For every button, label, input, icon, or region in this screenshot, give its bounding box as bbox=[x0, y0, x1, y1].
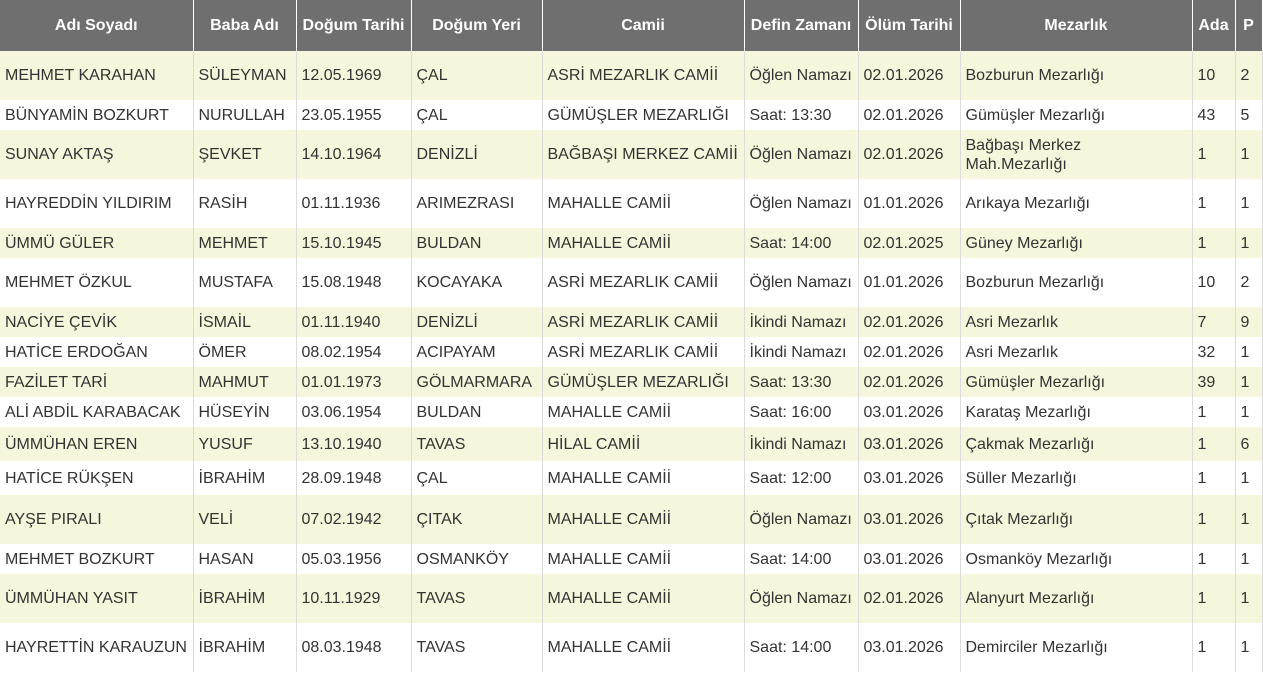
cell-parsel: 2 bbox=[1235, 258, 1262, 307]
cell-name: AYŞE PIRALI bbox=[0, 495, 193, 544]
column-header-ada: Ada bbox=[1192, 0, 1235, 51]
cell-burial-time: İkindi Namazı bbox=[744, 337, 858, 367]
column-header-parsel: P bbox=[1235, 0, 1262, 51]
cell-cemetery: Karataş Mezarlığı bbox=[960, 397, 1192, 427]
cell-ada: 1 bbox=[1192, 179, 1235, 228]
cell-name: MEHMET ÖZKUL bbox=[0, 258, 193, 307]
cell-mosque: MAHALLE CAMİİ bbox=[542, 623, 744, 672]
table-row bbox=[0, 100, 1262, 130]
table-row bbox=[0, 427, 1262, 461]
cell-ada: 1 bbox=[1192, 574, 1235, 623]
cell-name: ÜMMÜHAN YASIT bbox=[0, 574, 193, 623]
cell-mosque: MAHALLE CAMİİ bbox=[542, 574, 744, 623]
cell-name: MEHMET BOZKURT bbox=[0, 544, 193, 574]
cell-birth-date: 07.02.1942 bbox=[296, 495, 411, 544]
cell-father: SÜLEYMAN bbox=[193, 51, 296, 100]
cell-birth-date: 03.06.1954 bbox=[296, 397, 411, 427]
cell-birth-place: DENİZLİ bbox=[411, 130, 542, 179]
cell-father: HASAN bbox=[193, 544, 296, 574]
cell-burial-time: Saat: 12:00 bbox=[744, 461, 858, 495]
cell-burial-time: Saat: 14:00 bbox=[744, 544, 858, 574]
cell-father: ŞEVKET bbox=[193, 130, 296, 179]
cell-burial-time: Saat: 14:00 bbox=[744, 623, 858, 672]
cell-parsel: 1 bbox=[1235, 337, 1262, 367]
cell-birth-date: 28.09.1948 bbox=[296, 461, 411, 495]
cell-death-date: 03.01.2026 bbox=[858, 544, 960, 574]
cell-burial-time: Öğlen Namazı bbox=[744, 179, 858, 228]
cell-cemetery: Güney Mezarlığı bbox=[960, 228, 1192, 258]
cell-ada: 1 bbox=[1192, 130, 1235, 179]
column-header-death-date: Ölüm Tarihi bbox=[858, 0, 960, 51]
cell-death-date: 02.01.2026 bbox=[858, 130, 960, 179]
cell-birth-place: BULDAN bbox=[411, 228, 542, 258]
cell-birth-place: ÇAL bbox=[411, 51, 542, 100]
table-row bbox=[0, 367, 1262, 397]
cell-cemetery: Demirciler Mezarlığı bbox=[960, 623, 1192, 672]
cell-father: MAHMUT bbox=[193, 367, 296, 397]
cell-name: ÜMMÜHAN EREN bbox=[0, 427, 193, 461]
cell-birth-place: BULDAN bbox=[411, 397, 542, 427]
cell-birth-date: 01.11.1940 bbox=[296, 307, 411, 337]
column-header-burial-time: Defin Zamanı bbox=[744, 0, 858, 51]
cell-ada: 1 bbox=[1192, 461, 1235, 495]
cell-birth-place: TAVAS bbox=[411, 427, 542, 461]
cell-birth-place: OSMANKÖY bbox=[411, 544, 542, 574]
cell-father: ÖMER bbox=[193, 337, 296, 367]
cell-death-date: 02.01.2026 bbox=[858, 51, 960, 100]
cell-mosque: MAHALLE CAMİİ bbox=[542, 397, 744, 427]
cell-mosque: MAHALLE CAMİİ bbox=[542, 179, 744, 228]
cell-name: ÜMMÜ GÜLER bbox=[0, 228, 193, 258]
table-row bbox=[0, 228, 1262, 258]
table-row bbox=[0, 179, 1262, 228]
cell-mosque: MAHALLE CAMİİ bbox=[542, 228, 744, 258]
cell-burial-time: Saat: 16:00 bbox=[744, 397, 858, 427]
cell-father: İSMAİL bbox=[193, 307, 296, 337]
cell-name: HAYREDDİN YILDIRIM bbox=[0, 179, 193, 228]
table-row bbox=[0, 495, 1262, 544]
cell-father: RASİH bbox=[193, 179, 296, 228]
cell-death-date: 03.01.2026 bbox=[858, 495, 960, 544]
cell-parsel: 2 bbox=[1235, 51, 1262, 100]
cell-cemetery: Gümüşler Mezarlığı bbox=[960, 367, 1192, 397]
cell-cemetery: Alanyurt Mezarlığı bbox=[960, 574, 1192, 623]
table-row bbox=[0, 337, 1262, 367]
cell-name: ALİ ABDİL KARABACAK bbox=[0, 397, 193, 427]
column-header-father: Baba Adı bbox=[193, 0, 296, 51]
cell-parsel: 1 bbox=[1235, 179, 1262, 228]
cell-burial-time: Öğlen Namazı bbox=[744, 258, 858, 307]
cell-burial-time: Öğlen Namazı bbox=[744, 574, 858, 623]
cell-birth-place: GÖLMARMARA bbox=[411, 367, 542, 397]
cell-birth-date: 15.08.1948 bbox=[296, 258, 411, 307]
cell-ada: 1 bbox=[1192, 228, 1235, 258]
cell-cemetery: Gümüşler Mezarlığı bbox=[960, 100, 1192, 130]
cell-birth-date: 14.10.1964 bbox=[296, 130, 411, 179]
cell-parsel: 1 bbox=[1235, 623, 1262, 672]
cell-death-date: 02.01.2025 bbox=[858, 228, 960, 258]
cell-name: NACİYE ÇEVİK bbox=[0, 307, 193, 337]
cell-father: NURULLAH bbox=[193, 100, 296, 130]
cell-father: İBRAHİM bbox=[193, 574, 296, 623]
cell-death-date: 03.01.2026 bbox=[858, 461, 960, 495]
cell-death-date: 03.01.2026 bbox=[858, 427, 960, 461]
cell-cemetery: Bozburun Mezarlığı bbox=[960, 51, 1192, 100]
cell-father: İBRAHİM bbox=[193, 461, 296, 495]
column-header-name: Adı Soyadı bbox=[0, 0, 193, 51]
cell-burial-time: Öğlen Namazı bbox=[744, 130, 858, 179]
cell-birth-date: 08.02.1954 bbox=[296, 337, 411, 367]
cell-birth-place: KOCAYAKA bbox=[411, 258, 542, 307]
cell-death-date: 02.01.2026 bbox=[858, 367, 960, 397]
cell-birth-date: 08.03.1948 bbox=[296, 623, 411, 672]
cell-cemetery: Çakmak Mezarlığı bbox=[960, 427, 1192, 461]
cell-burial-time: Öğlen Namazı bbox=[744, 51, 858, 100]
table-row bbox=[0, 307, 1262, 337]
cell-birth-date: 05.03.1956 bbox=[296, 544, 411, 574]
cell-ada: 10 bbox=[1192, 258, 1235, 307]
cell-mosque: GÜMÜŞLER MEZARLIĞI bbox=[542, 367, 744, 397]
cell-name: HAYRETTİN KARAUZUN bbox=[0, 623, 193, 672]
table-row bbox=[0, 397, 1262, 427]
cell-father: YUSUF bbox=[193, 427, 296, 461]
cell-parsel: 6 bbox=[1235, 427, 1262, 461]
cell-birth-place: DENİZLİ bbox=[411, 307, 542, 337]
table-body bbox=[0, 51, 1262, 672]
cell-birth-date: 01.01.1973 bbox=[296, 367, 411, 397]
cell-cemetery: Bozburun Mezarlığı bbox=[960, 258, 1192, 307]
cell-death-date: 02.01.2026 bbox=[858, 574, 960, 623]
cell-mosque: BAĞBAŞI MERKEZ CAMİİ bbox=[542, 130, 744, 179]
cell-birth-date: 12.05.1969 bbox=[296, 51, 411, 100]
table-row bbox=[0, 130, 1262, 179]
cell-name: BÜNYAMİN BOZKURT bbox=[0, 100, 193, 130]
cell-ada: 1 bbox=[1192, 495, 1235, 544]
table-row bbox=[0, 544, 1262, 574]
cell-name: MEHMET KARAHAN bbox=[0, 51, 193, 100]
cell-parsel: 1 bbox=[1235, 397, 1262, 427]
cell-death-date: 02.01.2026 bbox=[858, 100, 960, 130]
cell-mosque: MAHALLE CAMİİ bbox=[542, 544, 744, 574]
cell-mosque: ASRİ MEZARLIK CAMİİ bbox=[542, 258, 744, 307]
cell-ada: 10 bbox=[1192, 51, 1235, 100]
cell-birth-place: ACIPAYAM bbox=[411, 337, 542, 367]
cell-mosque: ASRİ MEZARLIK CAMİİ bbox=[542, 307, 744, 337]
cell-burial-time: Saat: 13:30 bbox=[744, 100, 858, 130]
cell-name: SUNAY AKTAŞ bbox=[0, 130, 193, 179]
cell-death-date: 02.01.2026 bbox=[858, 337, 960, 367]
cell-birth-place: ÇAL bbox=[411, 100, 542, 130]
cell-parsel: 1 bbox=[1235, 574, 1262, 623]
cell-father: MUSTAFA bbox=[193, 258, 296, 307]
cell-death-date: 02.01.2026 bbox=[858, 307, 960, 337]
cell-name: HATİCE ERDOĞAN bbox=[0, 337, 193, 367]
cell-cemetery: Arıkaya Mezarlığı bbox=[960, 179, 1192, 228]
cell-birth-date: 01.11.1936 bbox=[296, 179, 411, 228]
cell-ada: 43 bbox=[1192, 100, 1235, 130]
cell-parsel: 9 bbox=[1235, 307, 1262, 337]
table-row bbox=[0, 623, 1262, 672]
cell-mosque: HİLAL CAMİİ bbox=[542, 427, 744, 461]
cell-ada: 1 bbox=[1192, 623, 1235, 672]
cell-birth-date: 10.11.1929 bbox=[296, 574, 411, 623]
cell-ada: 1 bbox=[1192, 397, 1235, 427]
cell-mosque: GÜMÜŞLER MEZARLIĞI bbox=[542, 100, 744, 130]
cell-father: İBRAHİM bbox=[193, 623, 296, 672]
column-header-birth-date: Doğum Tarihi bbox=[296, 0, 411, 51]
cell-cemetery: Bağbaşı Merkez Mah.Mezarlığı bbox=[960, 130, 1192, 179]
cell-birth-date: 23.05.1955 bbox=[296, 100, 411, 130]
table-row bbox=[0, 574, 1262, 623]
cell-birth-place: TAVAS bbox=[411, 623, 542, 672]
cell-birth-place: ÇITAK bbox=[411, 495, 542, 544]
cell-death-date: 01.01.2026 bbox=[858, 258, 960, 307]
cell-ada: 32 bbox=[1192, 337, 1235, 367]
cell-father: VELİ bbox=[193, 495, 296, 544]
cell-mosque: ASRİ MEZARLIK CAMİİ bbox=[542, 51, 744, 100]
cell-name: HATİCE RÜKŞEN bbox=[0, 461, 193, 495]
cell-death-date: 01.01.2026 bbox=[858, 179, 960, 228]
cell-birth-place: ARIMEZRASI bbox=[411, 179, 542, 228]
cell-parsel: 1 bbox=[1235, 228, 1262, 258]
cell-ada: 1 bbox=[1192, 544, 1235, 574]
cell-burial-time: Öğlen Namazı bbox=[744, 495, 858, 544]
cell-father: MEHMET bbox=[193, 228, 296, 258]
cell-parsel: 1 bbox=[1235, 130, 1262, 179]
table-row bbox=[0, 258, 1262, 307]
cell-parsel: 1 bbox=[1235, 495, 1262, 544]
cell-parsel: 1 bbox=[1235, 461, 1262, 495]
cell-cemetery: Asri Mezarlık bbox=[960, 337, 1192, 367]
cell-burial-time: Saat: 13:30 bbox=[744, 367, 858, 397]
cell-burial-time: Saat: 14:00 bbox=[744, 228, 858, 258]
cell-birth-date: 13.10.1940 bbox=[296, 427, 411, 461]
column-header-birth-place: Doğum Yeri bbox=[411, 0, 542, 51]
cell-burial-time: İkindi Namazı bbox=[744, 427, 858, 461]
table-header-row bbox=[0, 0, 1262, 51]
cell-cemetery: Çıtak Mezarlığı bbox=[960, 495, 1192, 544]
cell-parsel: 5 bbox=[1235, 100, 1262, 130]
cell-birth-date: 15.10.1945 bbox=[296, 228, 411, 258]
cell-birth-place: ÇAL bbox=[411, 461, 542, 495]
cell-burial-time: İkindi Namazı bbox=[744, 307, 858, 337]
cell-mosque: ASRİ MEZARLIK CAMİİ bbox=[542, 337, 744, 367]
cell-father: HÜSEYİN bbox=[193, 397, 296, 427]
table-row bbox=[0, 461, 1262, 495]
cell-ada: 39 bbox=[1192, 367, 1235, 397]
column-header-cemetery: Mezarlık bbox=[960, 0, 1192, 51]
cell-ada: 7 bbox=[1192, 307, 1235, 337]
cell-mosque: MAHALLE CAMİİ bbox=[542, 495, 744, 544]
cell-cemetery: Asri Mezarlık bbox=[960, 307, 1192, 337]
cell-ada: 1 bbox=[1192, 427, 1235, 461]
cell-cemetery: Osmanköy Mezarlığı bbox=[960, 544, 1192, 574]
table-row bbox=[0, 51, 1262, 100]
cell-parsel: 1 bbox=[1235, 544, 1262, 574]
cell-name: FAZİLET TARİ bbox=[0, 367, 193, 397]
cell-mosque: MAHALLE CAMİİ bbox=[542, 461, 744, 495]
cell-birth-place: TAVAS bbox=[411, 574, 542, 623]
cell-parsel: 1 bbox=[1235, 367, 1262, 397]
column-header-mosque: Camii bbox=[542, 0, 744, 51]
cell-death-date: 03.01.2026 bbox=[858, 623, 960, 672]
cell-death-date: 03.01.2026 bbox=[858, 397, 960, 427]
cell-cemetery: Süller Mezarlığı bbox=[960, 461, 1192, 495]
